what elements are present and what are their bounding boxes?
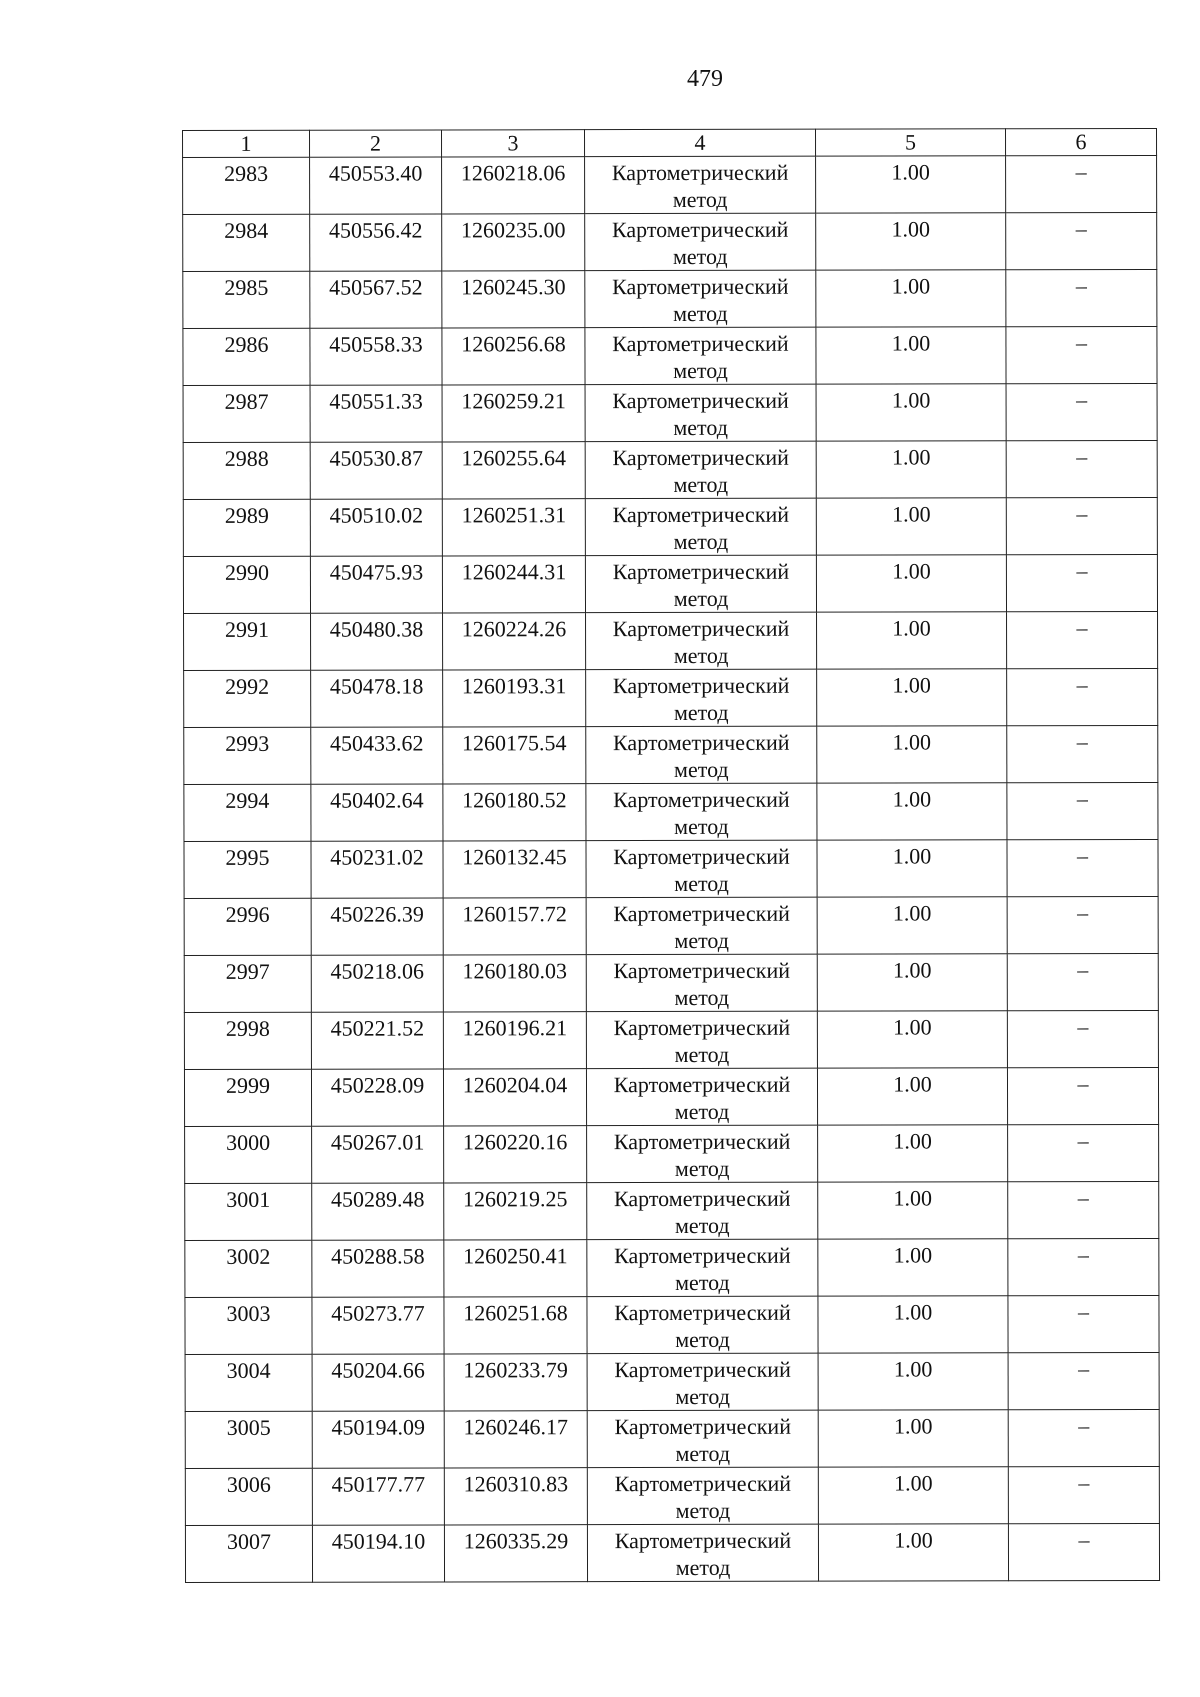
accuracy-cell: 1.00 (817, 669, 1007, 726)
method-line-2: метод (672, 186, 728, 212)
note-cell: – (1006, 155, 1157, 212)
table-row (185, 1352, 1159, 1411)
table-row (185, 1466, 1159, 1525)
x-coordinate-cell: 450288.58 (312, 1240, 444, 1297)
y-coordinate-cell: 1260204.04 (443, 1069, 586, 1126)
table-row (183, 326, 1157, 385)
y-coordinate-cell: 1260180.52 (443, 784, 586, 841)
coordinates-table (182, 128, 1160, 1583)
point-number-cell: 2992 (184, 670, 311, 727)
accuracy-cell: 1.00 (816, 555, 1006, 612)
y-coordinate-cell: 1260259.21 (442, 385, 585, 442)
x-coordinate-cell: 450530.87 (310, 442, 442, 499)
method-line-2: метод (674, 1041, 730, 1067)
method-line-1: Картометрический (612, 615, 790, 642)
method-cell (586, 897, 817, 954)
table-row (185, 1238, 1159, 1297)
method-line-2: метод (673, 300, 728, 326)
y-coordinate-cell: 1260251.68 (444, 1297, 587, 1354)
note-cell: – (1007, 725, 1158, 782)
y-coordinate-cell: 1260180.03 (443, 955, 586, 1012)
method-line-1: Картометрический (613, 1128, 791, 1155)
column-header: 1 (183, 130, 310, 157)
method-line-2: метод (675, 1554, 731, 1580)
table-row (185, 1409, 1159, 1468)
method-line-2: метод (675, 1269, 730, 1295)
note-cell: – (1006, 326, 1157, 383)
method-cell (585, 327, 816, 384)
method-line-1: Картометрический (614, 1242, 791, 1269)
table-row (184, 953, 1158, 1012)
point-number-cell: 2989 (183, 499, 310, 556)
y-coordinate-cell: 1260175.54 (443, 727, 586, 784)
x-coordinate-cell: 450510.02 (310, 499, 442, 556)
point-number-cell: 3002 (185, 1240, 312, 1297)
table-row (184, 782, 1158, 841)
y-coordinate-cell: 1260193.31 (443, 670, 586, 727)
accuracy-cell: 1.00 (817, 1011, 1007, 1068)
method-line-1: Картометрический (613, 957, 791, 984)
x-coordinate-cell: 450289.48 (312, 1183, 444, 1240)
method-cell (586, 783, 817, 840)
method-cell (586, 612, 817, 669)
method-cell (587, 1182, 818, 1239)
method-cell (587, 1467, 818, 1524)
accuracy-cell: 1.00 (817, 897, 1007, 954)
accuracy-cell: 1.00 (818, 1125, 1008, 1182)
y-coordinate-cell: 1260250.41 (444, 1240, 587, 1297)
x-coordinate-cell: 450267.01 (312, 1126, 444, 1183)
column-header: 5 (815, 129, 1005, 156)
page-number: 479 (687, 66, 723, 92)
note-cell: – (1007, 782, 1158, 839)
method-line-2: метод (673, 528, 729, 554)
table-header (183, 128, 1157, 157)
accuracy-cell: 1.00 (817, 612, 1007, 669)
column-header: 2 (310, 130, 442, 157)
method-line-1: Картометрический (612, 330, 789, 357)
y-coordinate-cell: 1260335.29 (444, 1525, 587, 1582)
method-line-2: метод (674, 927, 730, 953)
method-line-2: метод (673, 699, 729, 725)
note-cell: – (1006, 383, 1157, 440)
point-number-cell: 3003 (185, 1297, 312, 1354)
y-coordinate-cell: 1260157.72 (443, 898, 586, 955)
note-cell: – (1007, 1067, 1158, 1124)
x-coordinate-cell: 450226.39 (311, 898, 443, 955)
method-line-1: Картометрический (614, 1413, 791, 1440)
method-line-2: метод (672, 243, 728, 269)
method-line-2: метод (675, 1383, 730, 1409)
y-coordinate-cell: 1260251.31 (442, 499, 585, 556)
method-line-2: метод (674, 756, 729, 782)
x-coordinate-cell: 450231.02 (311, 841, 443, 898)
x-coordinate-cell: 450194.10 (312, 1525, 444, 1582)
table-row (183, 212, 1157, 271)
note-cell: – (1008, 1295, 1159, 1352)
point-number-cell: 2983 (183, 157, 310, 214)
point-number-cell: 2991 (184, 613, 311, 670)
x-coordinate-cell: 450402.64 (311, 784, 443, 841)
method-line-1: Картометрический (612, 558, 790, 585)
method-line-2: метод (674, 1155, 730, 1181)
accuracy-cell: 1.00 (818, 1524, 1008, 1581)
table-body (183, 155, 1160, 1582)
method-line-2: метод (674, 813, 729, 839)
accuracy-cell: 1.00 (817, 1068, 1007, 1125)
point-number-cell: 2999 (184, 1069, 311, 1126)
accuracy-cell: 1.00 (816, 213, 1006, 270)
table-row (183, 155, 1157, 214)
method-line-2: метод (675, 1440, 731, 1466)
accuracy-cell: 1.00 (816, 384, 1006, 441)
accuracy-cell: 1.00 (817, 783, 1007, 840)
accuracy-cell: 1.00 (816, 156, 1006, 213)
method-cell (586, 840, 817, 897)
y-coordinate-cell: 1260132.45 (443, 841, 586, 898)
point-number-cell: 2996 (184, 898, 311, 955)
method-line-2: метод (673, 471, 729, 497)
table-row (184, 1067, 1158, 1126)
y-coordinate-cell: 1260246.17 (444, 1411, 587, 1468)
note-cell: – (1006, 440, 1157, 497)
x-coordinate-cell: 450221.52 (311, 1012, 443, 1069)
point-number-cell: 2997 (184, 955, 311, 1012)
y-coordinate-cell: 1260310.83 (444, 1468, 587, 1525)
method-cell (585, 498, 816, 555)
note-cell: – (1008, 1124, 1159, 1181)
method-cell (585, 213, 816, 270)
method-line-1: Картометрический (613, 786, 790, 813)
method-cell (587, 1524, 818, 1581)
table-row (185, 1181, 1159, 1240)
note-cell: – (1008, 1409, 1159, 1466)
table-row (185, 1124, 1159, 1183)
point-number-cell: 3004 (185, 1354, 312, 1411)
point-number-cell: 3001 (185, 1183, 312, 1240)
x-coordinate-cell: 450194.09 (312, 1411, 444, 1468)
note-cell: – (1008, 1181, 1159, 1238)
table-row (184, 611, 1158, 670)
y-coordinate-cell: 1260233.79 (444, 1354, 587, 1411)
method-line-1: Картометрический (614, 1299, 791, 1326)
note-cell: – (1007, 668, 1158, 725)
method-line-1: Картометрический (613, 900, 790, 927)
point-number-cell: 2994 (184, 784, 311, 841)
accuracy-cell: 1.00 (817, 954, 1007, 1011)
method-line-2: метод (673, 357, 728, 383)
point-number-cell: 2984 (183, 214, 310, 271)
method-cell (586, 954, 817, 1011)
x-coordinate-cell: 450204.66 (312, 1354, 444, 1411)
column-header: 4 (585, 129, 816, 156)
point-number-cell: 2988 (183, 442, 310, 499)
accuracy-cell: 1.00 (818, 1353, 1008, 1410)
note-cell: – (1007, 896, 1158, 953)
point-number-cell: 2986 (183, 328, 310, 385)
x-coordinate-cell: 450475.93 (310, 556, 442, 613)
method-cell (585, 156, 816, 213)
table-row (183, 383, 1157, 442)
method-cell (586, 1068, 817, 1125)
y-coordinate-cell: 1260224.26 (443, 613, 586, 670)
method-line-2: метод (674, 984, 730, 1010)
method-line-2: метод (674, 870, 729, 896)
accuracy-cell: 1.00 (816, 441, 1006, 498)
x-coordinate-cell: 450480.38 (311, 613, 443, 670)
point-number-cell: 3006 (185, 1468, 312, 1525)
method-cell (586, 726, 817, 783)
x-coordinate-cell: 450553.40 (310, 157, 442, 214)
table-row (184, 896, 1158, 955)
table-row (185, 1295, 1159, 1354)
table-row (184, 1010, 1158, 1069)
note-cell: – (1008, 1523, 1159, 1580)
table-row (183, 497, 1157, 556)
method-cell (587, 1410, 818, 1467)
column-header: 6 (1005, 128, 1156, 155)
accuracy-cell: 1.00 (818, 1239, 1008, 1296)
table-row (183, 440, 1157, 499)
note-cell: – (1006, 554, 1157, 611)
table-row (183, 269, 1157, 328)
point-number-cell: 2995 (184, 841, 311, 898)
table-row (184, 725, 1158, 784)
table-row (183, 554, 1157, 613)
method-line-2: метод (674, 1098, 730, 1124)
note-cell: – (1006, 269, 1157, 326)
method-line-1: Картометрический (613, 1014, 791, 1041)
method-line-1: Картометрический (614, 1356, 791, 1383)
method-line-1: Картометрический (614, 1470, 792, 1497)
point-number-cell: 3007 (185, 1525, 312, 1582)
y-coordinate-cell: 1260255.64 (442, 442, 585, 499)
method-cell (586, 669, 817, 726)
method-cell (585, 384, 816, 441)
method-cell (587, 1353, 818, 1410)
point-number-cell: 2985 (183, 271, 310, 328)
y-coordinate-cell: 1260256.68 (442, 328, 585, 385)
point-number-cell: 3000 (185, 1126, 312, 1183)
note-cell: – (1008, 1352, 1159, 1409)
method-line-2: метод (673, 585, 729, 611)
note-cell: – (1008, 1466, 1159, 1523)
x-coordinate-cell: 450558.33 (310, 328, 442, 385)
accuracy-cell: 1.00 (816, 327, 1006, 384)
method-cell (587, 1239, 818, 1296)
y-coordinate-cell: 1260196.21 (443, 1012, 586, 1069)
method-line-2: метод (675, 1497, 731, 1523)
note-cell: – (1007, 839, 1158, 896)
point-number-cell: 3005 (185, 1411, 312, 1468)
accuracy-cell: 1.00 (817, 840, 1007, 897)
header-row (183, 128, 1157, 157)
method-line-2: метод (673, 414, 728, 440)
accuracy-cell: 1.00 (816, 270, 1006, 327)
y-coordinate-cell: 1260218.06 (442, 157, 585, 214)
accuracy-cell: 1.00 (818, 1467, 1008, 1524)
note-cell: – (1007, 1010, 1158, 1067)
accuracy-cell: 1.00 (818, 1296, 1008, 1353)
x-coordinate-cell: 450433.62 (311, 727, 443, 784)
method-line-1: Картометрический (612, 273, 789, 300)
note-cell: – (1007, 953, 1158, 1010)
y-coordinate-cell: 1260220.16 (444, 1126, 587, 1183)
method-line-1: Картометрический (613, 1185, 791, 1212)
x-coordinate-cell: 450218.06 (311, 955, 443, 1012)
accuracy-cell: 1.00 (818, 1182, 1008, 1239)
method-line-1: Картометрический (611, 216, 789, 243)
method-line-1: Картометрический (612, 501, 790, 528)
method-line-2: метод (675, 1326, 730, 1352)
note-cell: – (1006, 497, 1157, 554)
y-coordinate-cell: 1260245.30 (442, 271, 585, 328)
method-cell (585, 441, 816, 498)
x-coordinate-cell: 450551.33 (310, 385, 442, 442)
y-coordinate-cell: 1260235.00 (442, 214, 585, 271)
x-coordinate-cell: 450556.42 (310, 214, 442, 271)
method-cell (587, 1125, 818, 1182)
accuracy-cell: 1.00 (818, 1410, 1008, 1467)
note-cell: – (1007, 611, 1158, 668)
method-line-1: Картометрический (613, 1071, 791, 1098)
method-line-1: Картометрический (613, 729, 790, 756)
method-line-2: метод (673, 642, 729, 668)
method-line-1: Картометрический (613, 843, 790, 870)
y-coordinate-cell: 1260219.25 (444, 1183, 587, 1240)
note-cell: – (1006, 212, 1157, 269)
x-coordinate-cell: 450273.77 (312, 1297, 444, 1354)
method-line-1: Картометрический (614, 1527, 792, 1554)
method-cell (587, 1296, 818, 1353)
column-header: 3 (442, 130, 585, 157)
x-coordinate-cell: 450478.18 (311, 670, 443, 727)
note-cell: – (1008, 1238, 1159, 1295)
x-coordinate-cell: 450177.77 (312, 1468, 444, 1525)
method-line-1: Картометрический (612, 387, 789, 414)
point-number-cell: 2998 (184, 1012, 311, 1069)
method-line-2: метод (674, 1212, 730, 1238)
x-coordinate-cell: 450228.09 (311, 1069, 443, 1126)
method-cell (585, 555, 816, 612)
y-coordinate-cell: 1260244.31 (442, 556, 585, 613)
point-number-cell: 2993 (184, 727, 311, 784)
method-line-1: Картометрический (612, 444, 789, 471)
method-cell (586, 1011, 817, 1068)
table-row (184, 839, 1158, 898)
accuracy-cell: 1.00 (817, 726, 1007, 783)
accuracy-cell: 1.00 (816, 498, 1006, 555)
method-line-1: Картометрический (612, 672, 790, 699)
table-row (185, 1523, 1159, 1582)
method-cell (585, 270, 816, 327)
method-line-1: Картометрический (611, 159, 789, 186)
table-row (184, 668, 1158, 727)
point-number-cell: 2990 (183, 556, 310, 613)
x-coordinate-cell: 450567.52 (310, 271, 442, 328)
point-number-cell: 2987 (183, 385, 310, 442)
